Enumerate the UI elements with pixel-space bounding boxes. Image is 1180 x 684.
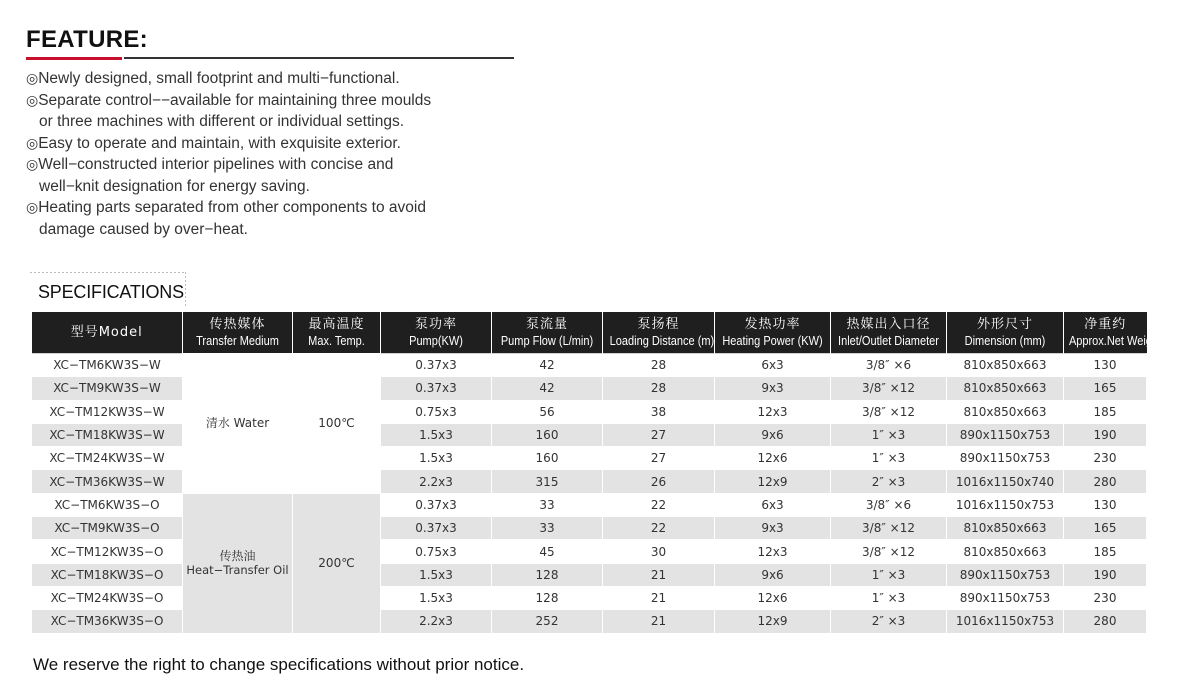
feature-item bbox=[26, 68, 496, 90]
model-cell: XC−TM24KW3S−O bbox=[32, 586, 183, 609]
heating-cell: 6x3 bbox=[715, 493, 831, 516]
model-cell: XC−TM36KW3S−W bbox=[32, 470, 183, 493]
diameter-cell: 3/8″ ×6 bbox=[831, 493, 947, 516]
column-header-cn: 泵流量 bbox=[525, 316, 568, 332]
distance-cell: 38 bbox=[603, 400, 715, 423]
model-cell: XC−TM6KW3S−W bbox=[32, 354, 183, 377]
column-header-cn: 最高温度 bbox=[308, 316, 365, 332]
flow-cell: 252 bbox=[492, 610, 603, 633]
heating-cell: 6x3 bbox=[715, 354, 831, 377]
flow-cell: 160 bbox=[492, 447, 603, 470]
diameter-cell: 1″ ×3 bbox=[831, 586, 947, 609]
diameter-cell: 3/8″ ×12 bbox=[831, 540, 947, 563]
diameter-cell: 3/8″ ×12 bbox=[831, 400, 947, 423]
model-cell: XC−TM12KW3S−W bbox=[32, 400, 183, 423]
feature-item bbox=[26, 154, 496, 197]
distance-cell: 21 bbox=[603, 610, 715, 633]
column-header bbox=[492, 312, 603, 354]
dimension-cell: 890x1150x753 bbox=[947, 586, 1064, 609]
double-circle-bullet-icon: ◎ bbox=[26, 156, 39, 172]
heating-cell: 9x3 bbox=[715, 517, 831, 540]
column-header-en: Pump Flow (L/min) bbox=[500, 333, 594, 348]
dimension-cell: 890x1150x753 bbox=[947, 423, 1064, 446]
pump-cell: 0.75x3 bbox=[381, 540, 492, 563]
feature-item bbox=[26, 133, 496, 155]
column-header bbox=[831, 312, 947, 354]
weight-cell: 165 bbox=[1064, 517, 1147, 540]
column-header-cn: 热媒出入口径 bbox=[846, 316, 931, 332]
feature-line bbox=[26, 197, 496, 219]
dimension-cell: 810x850x663 bbox=[947, 540, 1064, 563]
feature-text-continued: damage caused by over−heat. bbox=[39, 220, 248, 238]
diameter-cell: 1″ ×3 bbox=[831, 447, 947, 470]
weight-cell: 130 bbox=[1064, 354, 1147, 377]
column-header-cn: 泵扬程 bbox=[637, 316, 680, 332]
column-header bbox=[947, 312, 1064, 354]
pump-cell: 1.5x3 bbox=[381, 586, 492, 609]
model-cell: XC−TM18KW3S−O bbox=[32, 563, 183, 586]
flow-cell: 33 bbox=[492, 517, 603, 540]
diameter-cell: 1″ ×3 bbox=[831, 423, 947, 446]
distance-cell: 26 bbox=[603, 470, 715, 493]
feature-title: FEATURE: bbox=[26, 26, 148, 53]
distance-cell: 22 bbox=[603, 493, 715, 516]
weight-cell: 190 bbox=[1064, 423, 1147, 446]
dimension-cell: 1016x1150x753 bbox=[947, 493, 1064, 516]
weight-cell: 130 bbox=[1064, 493, 1147, 516]
pump-cell: 2.2x3 bbox=[381, 470, 492, 493]
double-circle-bullet-icon: ◎ bbox=[26, 91, 39, 108]
model-cell: XC−TM12KW3S−O bbox=[32, 540, 183, 563]
diameter-cell: 2″ ×3 bbox=[831, 470, 947, 493]
pump-cell: 0.37x3 bbox=[381, 354, 492, 377]
dimension-cell: 810x850x663 bbox=[947, 377, 1064, 400]
pump-cell: 1.5x3 bbox=[381, 563, 492, 586]
column-header-cn: 发热功率 bbox=[744, 316, 801, 332]
column-header-en: Pump(KW) bbox=[409, 333, 463, 348]
model-cell: XC−TM18KW3S−W bbox=[32, 423, 183, 446]
flow-cell: 128 bbox=[492, 563, 603, 586]
diameter-cell: 3/8″ ×12 bbox=[831, 517, 947, 540]
pump-cell: 0.37x3 bbox=[381, 517, 492, 540]
model-cell: XC−TM6KW3S−O bbox=[32, 493, 183, 516]
model-cell: XC−TM9KW3S−W bbox=[32, 377, 183, 400]
feature-text: Newly designed, small footprint and multi−functional. bbox=[38, 70, 400, 87]
title-rule bbox=[124, 57, 514, 59]
column-header-cn: 传热媒体 bbox=[209, 316, 266, 332]
distance-cell: 30 bbox=[603, 540, 715, 563]
spec-title-frame-top bbox=[30, 272, 185, 273]
flow-cell: 56 bbox=[492, 400, 603, 423]
specifications-title: SPECIFICATIONS bbox=[38, 282, 184, 302]
dimension-cell: 1016x1150x740 bbox=[947, 470, 1064, 493]
model-cell: XC−TM24KW3S−W bbox=[32, 447, 183, 470]
feature-text: Heating parts separated from other components to avoid bbox=[38, 199, 426, 216]
dimension-cell: 810x850x663 bbox=[947, 400, 1064, 423]
model-cell: XC−TM9KW3S−O bbox=[32, 517, 183, 540]
model-cell: XC−TM36KW3S−O bbox=[32, 610, 183, 633]
table-row bbox=[32, 354, 1147, 377]
heating-cell: 12x9 bbox=[715, 470, 831, 493]
pump-cell: 0.37x3 bbox=[381, 493, 492, 516]
column-header-en: Loading Distance (m) bbox=[609, 333, 715, 348]
medium-name-en: Heat−Transfer Oil bbox=[186, 563, 289, 578]
heating-cell: 12x6 bbox=[715, 586, 831, 609]
distance-cell: 21 bbox=[603, 563, 715, 586]
pump-cell: 0.75x3 bbox=[381, 400, 492, 423]
feature-text: Well−constructed interior pipelines with concise and bbox=[38, 156, 394, 173]
weight-cell: 280 bbox=[1064, 470, 1147, 493]
column-header bbox=[381, 312, 492, 354]
column-header bbox=[715, 312, 831, 354]
pump-cell: 2.2x3 bbox=[381, 610, 492, 633]
spec-title-frame-side bbox=[185, 272, 186, 306]
column-header-en: Inlet/Outlet Diameter bbox=[838, 333, 939, 348]
medium-name: 传热油 bbox=[219, 549, 256, 564]
column-header bbox=[293, 312, 381, 354]
weight-cell: 280 bbox=[1064, 610, 1147, 633]
heating-cell: 9x6 bbox=[715, 423, 831, 446]
column-header bbox=[32, 312, 183, 354]
column-header bbox=[183, 312, 293, 354]
weight-cell: 165 bbox=[1064, 377, 1147, 400]
distance-cell: 28 bbox=[603, 377, 715, 400]
weight-cell: 185 bbox=[1064, 540, 1147, 563]
pump-cell: 1.5x3 bbox=[381, 447, 492, 470]
heating-cell: 9x6 bbox=[715, 563, 831, 586]
diameter-cell: 3/8″ ×6 bbox=[831, 354, 947, 377]
feature-line bbox=[26, 154, 496, 176]
double-circle-bullet-icon: ◎ bbox=[26, 134, 39, 151]
flow-cell: 315 bbox=[492, 470, 603, 493]
heating-cell: 12x9 bbox=[715, 610, 831, 633]
max-temp-cell: 200℃ bbox=[293, 493, 381, 633]
dimension-cell: 810x850x663 bbox=[947, 354, 1064, 377]
heating-cell: 12x3 bbox=[715, 540, 831, 563]
flow-cell: 42 bbox=[492, 354, 603, 377]
feature-text-continued: well−knit designation for energy saving. bbox=[39, 177, 310, 195]
flow-cell: 160 bbox=[492, 423, 603, 446]
dimension-cell: 810x850x663 bbox=[947, 517, 1064, 540]
dimension-cell: 890x1150x753 bbox=[947, 447, 1064, 470]
weight-cell: 230 bbox=[1064, 586, 1147, 609]
title-rule-accent bbox=[26, 57, 122, 60]
feature-item bbox=[26, 90, 496, 133]
feature-line bbox=[26, 68, 496, 90]
column-header-en: Heating Power (KW) bbox=[722, 333, 823, 348]
feature-line bbox=[26, 90, 496, 112]
dimension-cell: 890x1150x753 bbox=[947, 563, 1064, 586]
double-circle-bullet-icon: ◎ bbox=[26, 199, 39, 215]
column-header-en: Max. Temp. bbox=[308, 333, 365, 348]
weight-cell: 230 bbox=[1064, 447, 1147, 470]
column-header bbox=[603, 312, 715, 354]
column-header bbox=[1064, 312, 1162, 354]
specifications-table bbox=[31, 312, 1162, 634]
heating-cell: 9x3 bbox=[715, 377, 831, 400]
feature-item bbox=[26, 197, 496, 240]
column-header-cn: 泵功率 bbox=[414, 316, 457, 332]
feature-text-continued: or three machines with different or individual settings. bbox=[39, 113, 405, 130]
column-header-cn: 净重约 bbox=[1084, 316, 1127, 332]
distance-cell: 22 bbox=[603, 517, 715, 540]
flow-cell: 45 bbox=[492, 540, 603, 563]
weight-cell: 185 bbox=[1064, 400, 1147, 423]
flow-cell: 128 bbox=[492, 586, 603, 609]
distance-cell: 27 bbox=[603, 447, 715, 470]
feature-text: Easy to operate and maintain, with exquisite exterior. bbox=[38, 134, 401, 152]
flow-cell: 33 bbox=[492, 493, 603, 516]
disclaimer-notice: We reserve the right to change specifications without prior notice. bbox=[33, 655, 525, 674]
pump-cell: 0.37x3 bbox=[381, 377, 492, 400]
feature-text: Separate control−−available for maintaining three moulds bbox=[38, 91, 432, 109]
distance-cell: 27 bbox=[603, 423, 715, 446]
column-header-en: Transfer Medium bbox=[196, 333, 279, 348]
column-header-cn: 型号Model bbox=[70, 324, 143, 340]
heating-cell: 12x6 bbox=[715, 447, 831, 470]
column-header-en: Dimension (mm) bbox=[964, 333, 1046, 348]
column-header-cn: 外形尺寸 bbox=[976, 316, 1033, 332]
heating-cell: 12x3 bbox=[715, 400, 831, 423]
diameter-cell: 3/8″ ×12 bbox=[831, 377, 947, 400]
feature-list bbox=[26, 68, 496, 240]
distance-cell: 28 bbox=[603, 354, 715, 377]
column-header-en: Approx.Net Weight bbox=[1068, 333, 1162, 348]
pump-cell: 1.5x3 bbox=[381, 423, 492, 446]
max-temp-cell: 100℃ bbox=[293, 354, 381, 494]
table-header-row bbox=[32, 312, 1147, 354]
feature-line bbox=[26, 133, 496, 155]
transfer-medium-cell bbox=[183, 493, 293, 633]
table-row bbox=[32, 493, 1147, 516]
distance-cell: 21 bbox=[603, 586, 715, 609]
transfer-medium-cell bbox=[183, 354, 293, 494]
diameter-cell: 2″ ×3 bbox=[831, 610, 947, 633]
diameter-cell: 1″ ×3 bbox=[831, 563, 947, 586]
flow-cell: 42 bbox=[492, 377, 603, 400]
weight-cell: 190 bbox=[1064, 563, 1147, 586]
dimension-cell: 1016x1150x753 bbox=[947, 610, 1064, 633]
medium-name: 清水 Water bbox=[205, 416, 270, 431]
double-circle-bullet-icon: ◎ bbox=[26, 70, 39, 86]
